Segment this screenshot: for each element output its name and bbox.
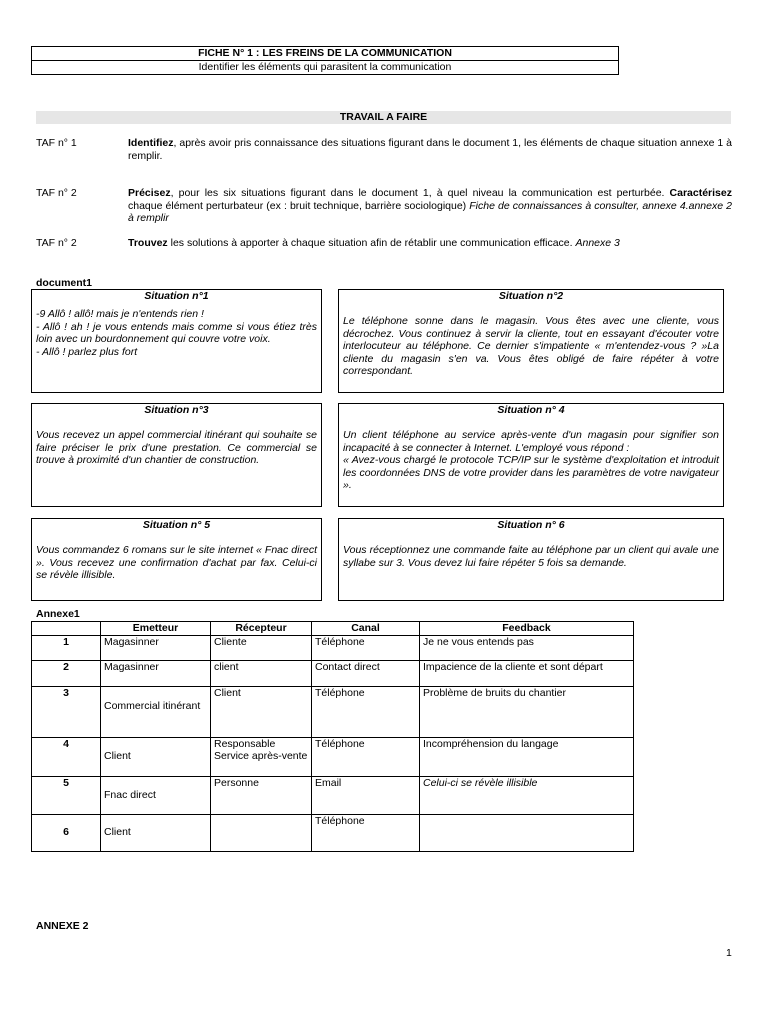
recepteur-cell: Personne bbox=[211, 776, 312, 814]
table-row bbox=[32, 660, 634, 686]
feedback-cell: Impacience de la cliente et sont départ bbox=[420, 660, 634, 686]
situation-box-3 bbox=[31, 403, 322, 507]
emetteur-cell: Client bbox=[101, 814, 211, 851]
taf-text bbox=[128, 137, 732, 162]
situation-body: Le téléphone sonne dans le magasin. Vous êtes avec une cliente, vous décrochez. Vous continuez à servir la cliente, tout en essayant d'écouter votre interlocuteur au téléphone. Ce dernier s'impatiente « m'entendez-vous ? »La cliente du magasin s'en va. Vous êtes obligé de faire répéter à votre correspondant. bbox=[343, 315, 719, 377]
column-header: Emetteur bbox=[101, 622, 211, 636]
row-number: 3 bbox=[32, 686, 101, 737]
annexe1-table bbox=[31, 621, 634, 852]
canal-cell: Téléphone bbox=[312, 814, 420, 851]
column-header bbox=[32, 622, 101, 636]
canal-cell: Téléphone bbox=[312, 737, 420, 776]
feedback-cell: Problème de bruits du chantier bbox=[420, 686, 634, 737]
situation-title: Situation n° 6 bbox=[497, 519, 565, 531]
table-row bbox=[32, 737, 634, 776]
emetteur-cell: Fnac direct bbox=[101, 776, 211, 814]
taf-instruction: les solutions à apporter à chaque situation afin de rétablir une communication efficace. bbox=[167, 237, 576, 249]
taf-text bbox=[128, 187, 732, 225]
situation-box-2 bbox=[338, 289, 724, 393]
recepteur-cell: Responsable Service après-vente bbox=[211, 737, 312, 776]
taf-reference: Fiche de connaissances à consulter, annexe 4.annexe 2 à remplir bbox=[128, 199, 732, 224]
situation-title: Situation n° 4 bbox=[497, 404, 565, 416]
situation-box-4 bbox=[338, 403, 724, 507]
column-header: Canal bbox=[312, 622, 420, 636]
taf-item-3 bbox=[36, 237, 732, 250]
taf-verb: Trouvez bbox=[128, 237, 168, 249]
taf-label: TAF n° 2 bbox=[36, 187, 77, 199]
page-number: 1 bbox=[726, 947, 732, 959]
table-row bbox=[32, 635, 634, 660]
situation-box-6 bbox=[338, 518, 724, 601]
situation-body: Vous commandez 6 romans sur le site internet « Fnac direct ». Vous recevez une confirmation d'achat par fax. Celui-ci se révèle illisible. bbox=[36, 544, 317, 581]
column-header: Récepteur bbox=[211, 622, 312, 636]
feedback-cell: Incompréhension du langage bbox=[420, 737, 634, 776]
situation-box-5 bbox=[31, 518, 322, 601]
situation-title: Situation n° 5 bbox=[142, 519, 211, 531]
table-header-row bbox=[32, 622, 634, 636]
situation-title: Situation n°2 bbox=[498, 290, 564, 302]
recepteur-cell: Cliente bbox=[211, 635, 312, 660]
worksheet-title: FICHE N° 1 : LES FREINS DE LA COMMUNICATION bbox=[32, 47, 618, 61]
table-row bbox=[32, 686, 634, 737]
taf-verb: Précisez bbox=[128, 187, 171, 199]
situation-body: Vous recevez un appel commercial itinérant qui souhaite se faire préciser le prix d'une prestation. Ce commercial se trouve à proximité d'un chantier de construction. bbox=[36, 429, 317, 466]
recepteur-cell: Client bbox=[211, 686, 312, 737]
document-label: document1 bbox=[36, 277, 93, 289]
feedback-cell: Celui-ci se révèle illisible bbox=[420, 776, 634, 814]
feedback-cell: Je ne vous entends pas bbox=[420, 635, 634, 660]
situation-body: -9 Allô ! allô! mais je n'entends rien ! - Allô ! ah ! je vous entends mais comme si vous étiez très loin avec un bourdonnement qui couvre votre voix. - Allô ! parlez plus fort bbox=[36, 308, 317, 358]
taf-instruction: , pour les six situations figurant dans le document 1, à quel niveau la communication est perturbée. bbox=[170, 187, 670, 199]
table-row bbox=[32, 814, 634, 851]
canal-cell: Email bbox=[312, 776, 420, 814]
canal-cell: Téléphone bbox=[312, 686, 420, 737]
row-number: 5 bbox=[32, 776, 101, 814]
worksheet-subtitle: Identifier les éléments qui parasitent la communication bbox=[198, 61, 452, 73]
situation-box-1 bbox=[31, 289, 322, 393]
row-number: 2 bbox=[32, 660, 101, 686]
taf-item-1 bbox=[36, 137, 732, 162]
recepteur-cell: client bbox=[211, 660, 312, 686]
emetteur-cell: Magasinner bbox=[101, 660, 211, 686]
situation-title: Situation n°3 bbox=[144, 404, 209, 416]
taf-verb: Identifiez bbox=[128, 137, 174, 149]
taf-instruction: , après avoir pris connaissance des situations figurant dans le document 1, les éléments de chaque situation annexe 1 à remplir. bbox=[128, 137, 732, 162]
column-header: Feedback bbox=[420, 622, 634, 636]
annexe2-label: ANNEXE 2 bbox=[36, 920, 89, 932]
taf-reference: Annexe 3 bbox=[575, 237, 620, 249]
worksheet-header bbox=[31, 46, 619, 75]
taf-label: TAF n° 2 bbox=[36, 237, 77, 249]
annexe1-label: Annexe1 bbox=[36, 608, 80, 620]
emetteur-cell: Commercial itinérant bbox=[101, 686, 211, 737]
situation-title: Situation n°1 bbox=[144, 290, 209, 302]
feedback-cell bbox=[420, 814, 634, 851]
row-number: 4 bbox=[32, 737, 101, 776]
row-number: 6 bbox=[32, 814, 101, 851]
taf-item-2 bbox=[36, 187, 732, 225]
row-number: 1 bbox=[32, 635, 101, 660]
situation-body: Vous réceptionnez une commande faite au téléphone par un client qui avale une syllabe sur 3. Vous devez lui faire répéter 5 fois sa demande. bbox=[343, 544, 719, 569]
taf-verb: Caractérisez bbox=[669, 187, 732, 199]
canal-cell: Contact direct bbox=[312, 660, 420, 686]
emetteur-cell: Magasinner bbox=[101, 635, 211, 660]
section-title: TRAVAIL A FAIRE bbox=[36, 111, 731, 124]
situation-body: Un client téléphone au service après-vente d'un magasin pour signifier son incapacité à se connecter à Internet. L'employé vous répond : « Avez-vous chargé le protocole TCP/IP sur le système d'exploitation et introduit les coordonnées DNS de votre provider dans les paramètres de votre navigateur ». bbox=[343, 429, 719, 491]
emetteur-cell: Client bbox=[101, 737, 211, 776]
table-row bbox=[32, 776, 634, 814]
canal-cell: Téléphone bbox=[312, 635, 420, 660]
recepteur-cell bbox=[211, 814, 312, 851]
taf-text bbox=[128, 237, 732, 250]
taf-label: TAF n° 1 bbox=[36, 137, 77, 149]
taf-instruction: chaque élément perturbateur (ex : bruit technique, barrière sociologique) bbox=[128, 199, 470, 212]
